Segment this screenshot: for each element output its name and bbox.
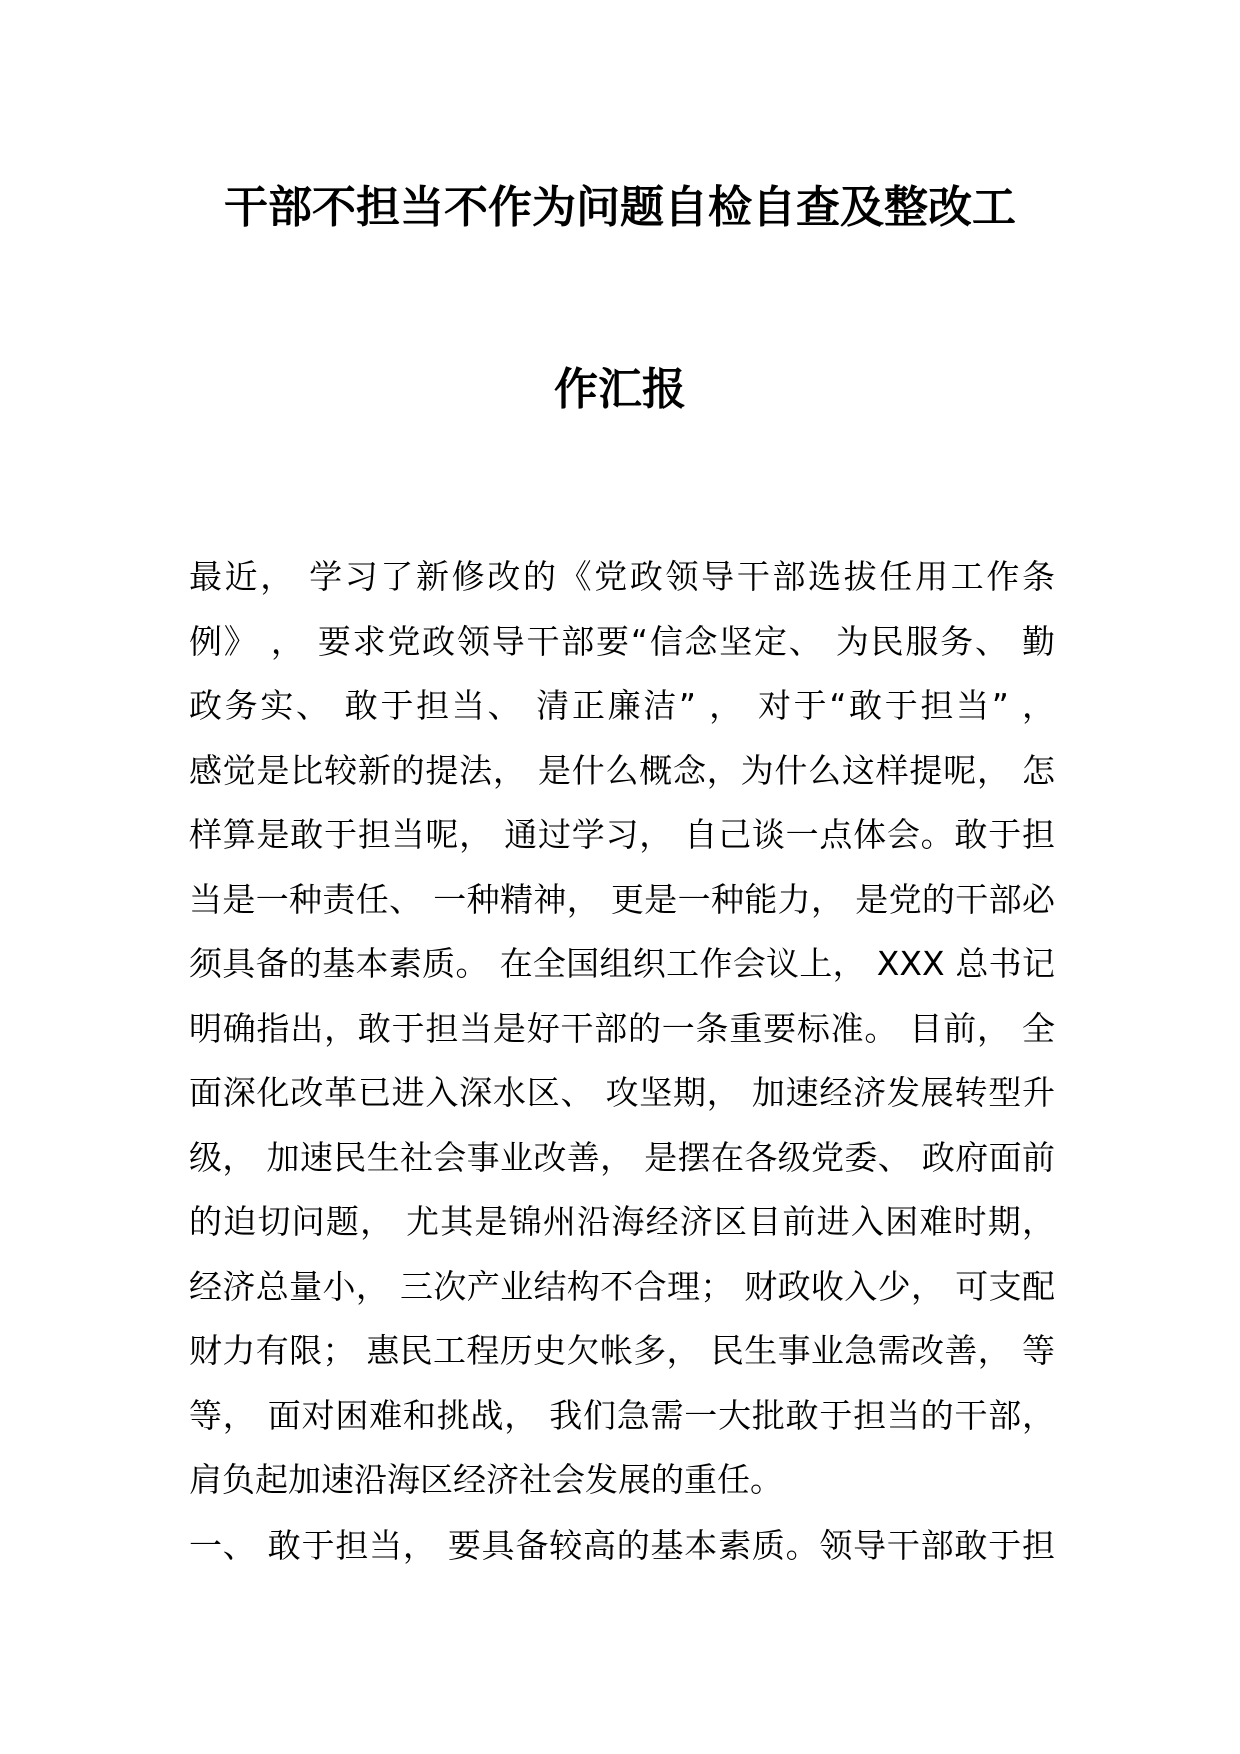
document-title-line-2: 作汇报 <box>554 364 686 415</box>
paragraph-line: 经济总量小， 三次产业结构不合理； 财政收入少， 可支配 <box>189 1266 1055 1306</box>
paragraph-line: 面深化改革已进入深水区、 攻坚期， 加速经济发展转型升 <box>189 1073 1055 1112</box>
paragraph-line: 级， 加速民生社会事业改善， 是摆在各级党委、 政府面前 <box>189 1137 1055 1177</box>
paragraph-line: 最近， 学习了新修改的《党政领导干部选拔任用工作条 <box>189 557 1055 596</box>
paragraph-line: 例》 ， 要求党政领导干部要“信念坚定、 为民服务、 勤 <box>189 621 1055 661</box>
paragraph-line: 明确指出，敢于担当是好干部的一条重要标准。 目前， 全 <box>189 1008 1055 1048</box>
paragraph-line: 的迫切问题， 尤其是锦州沿海经济区目前进入困难时期， <box>189 1202 1055 1241</box>
document-title-line-1: 干部不担当不作为问题自检自查及整改工 <box>224 182 1016 233</box>
paragraph-line: 政务实、 敢于担当、 清正廉洁” ， 对于“敢于担当” ， <box>189 686 1055 725</box>
paragraph-line: 感觉是比较新的提法， 是什么概念，为什么这样提呢， 怎 <box>189 750 1055 790</box>
paragraph-line: 当是一种责任、 一种精神， 更是一种能力， 是党的干部必 <box>189 879 1055 919</box>
section-heading-line: 一、 敢于担当， 要具备较高的基本素质。领导干部敢于担 <box>189 1526 1055 1565</box>
paragraph-line: 须具备的基本素质。 在全国组织工作会议上， XXX 总书记 <box>189 944 1055 983</box>
paragraph-line: 等， 面对困难和挑战， 我们急需一大批敢于担当的干部， <box>189 1395 1055 1435</box>
paragraph-line: 财力有限； 惠民工程历史欠帐多， 民生事业急需改善， 等 <box>189 1331 1055 1370</box>
paragraph-line: 肩负起加速沿海区经济社会发展的重任。 <box>189 1460 783 1499</box>
paragraph-line: 样算是敢于担当呢， 通过学习， 自己谈一点体会。敢于担 <box>189 815 1055 854</box>
body-paragraph-2 <box>189 1514 1055 1579</box>
body-paragraph-1 <box>189 545 1055 1513</box>
